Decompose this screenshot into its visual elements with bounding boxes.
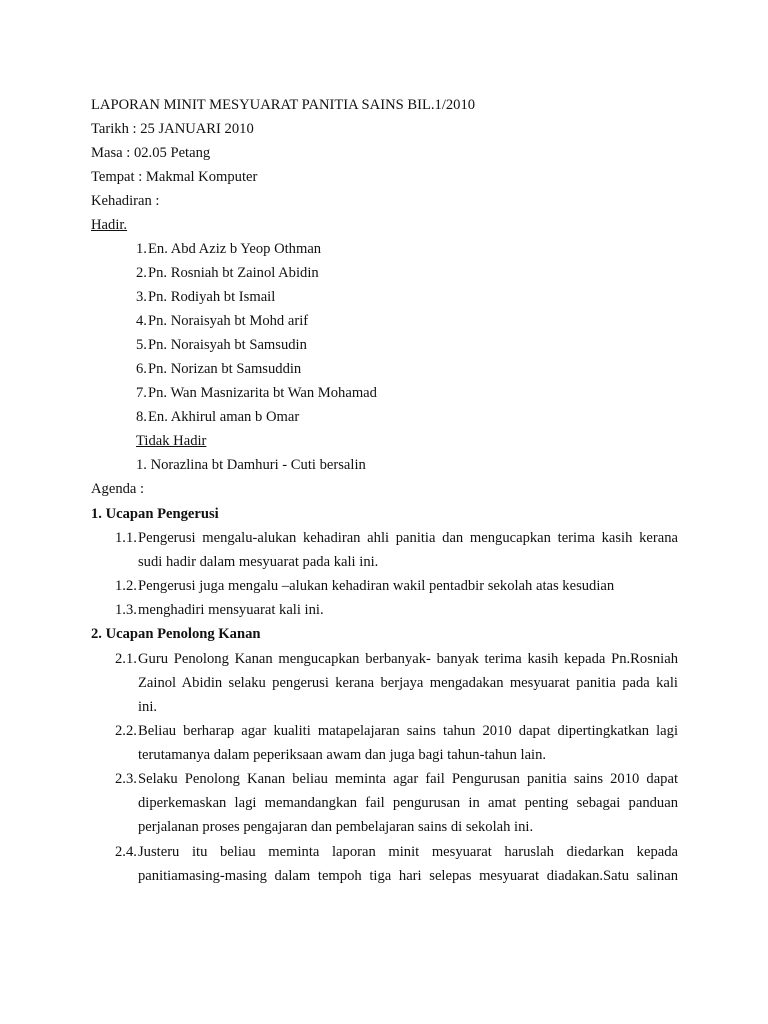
agenda-item-text: Zainol Abidin selaku pengerusi kerana berjaya mengadakan mesyuarat panitia pada kali	[138, 675, 678, 691]
present-item-name: Pn. Norizan bt Samsuddin	[148, 361, 302, 377]
absent-heading: Tidak Hadir	[136, 433, 207, 449]
attendance-label: Kehadiran :	[91, 193, 160, 209]
agenda-item-text: terutamanya dalam peperiksaan awam dan juga bagi tahun-tahun lain.	[138, 747, 547, 763]
agenda-item-text: diperkemaskan lagi memandangkan fail pengurusan in amat penting sebagai panduan	[138, 795, 678, 811]
agenda-item-text: perjalanan proses pengajaran dan pembelajaran sains di sekolah ini.	[138, 819, 534, 835]
section-heading: 1. Ucapan Pengerusi	[91, 506, 219, 522]
present-item-name: Pn. Wan Masnizarita bt Wan Mohamad	[148, 385, 377, 401]
agenda-item-text: Pengerusi mengalu-alukan kehadiran ahli panitia dan mengucapkan terima kasih kerana	[138, 530, 678, 546]
present-item-number: 3.	[136, 289, 147, 305]
agenda-item-text: Guru Penolong Kanan mengucapkan berbanyak- banyak terima kasih kepada Pn.Rosniah	[138, 651, 678, 667]
absent-item: 1. Norazlina bt Damhuri - Cuti bersalin	[136, 457, 366, 473]
agenda-item-number: 2.3.	[115, 771, 137, 787]
meeting-place: Tempat : Makmal Komputer	[91, 169, 258, 185]
agenda-item-number: 1.3.	[115, 602, 137, 618]
agenda-item-text: menghadiri mensyuarat kali ini.	[138, 602, 324, 618]
agenda-item-number: 2.1.	[115, 651, 137, 667]
meeting-date: Tarikh : 25 JANUARI 2010	[91, 121, 254, 137]
agenda-item-text: Pengerusi juga mengalu –alukan kehadiran wakil pentadbir sekolah atas kesudian	[138, 578, 615, 594]
present-item-name: Pn. Noraisyah bt Samsudin	[148, 337, 307, 353]
agenda-item-text: Justeru itu beliau meminta laporan minit mesyuarat haruslah diedarkan kepada	[138, 844, 678, 860]
section-heading: 2. Ucapan Penolong Kanan	[91, 626, 261, 642]
meeting-time: Masa : 02.05 Petang	[91, 145, 211, 161]
agenda-item-number: 2.2.	[115, 723, 137, 739]
agenda-item-text: ini.	[138, 699, 158, 715]
document-title: LAPORAN MINIT MESYUARAT PANITIA SAINS BIL.1/2010	[91, 97, 476, 113]
present-item-number: 4.	[136, 313, 147, 329]
present-item-number: 5.	[136, 337, 147, 353]
agenda-item-text: panitiamasing-masing dalam tempoh tiga hari selepas mesyuarat diadakan.Satu salinan	[138, 868, 678, 884]
present-item-number: 8.	[136, 409, 147, 425]
agenda-item-text: Beliau berharap agar kualiti matapelajaran sains tahun 2010 dapat dipertingkatkan lagi	[138, 723, 678, 739]
agenda-label: Agenda :	[91, 481, 145, 497]
agenda-item-number: 2.4.	[115, 844, 137, 860]
present-heading: Hadir.	[91, 217, 128, 233]
present-item-number: 7.	[136, 385, 147, 401]
present-item-name: Pn. Rosniah bt Zainol Abidin	[148, 265, 319, 281]
present-item-name: En. Akhirul aman b Omar	[148, 409, 300, 425]
present-item-name: Pn. Rodiyah bt Ismail	[148, 289, 276, 305]
agenda-item-number: 1.2.	[115, 578, 137, 594]
present-item-name: En. Abd Aziz b Yeop Othman	[148, 241, 322, 257]
present-item-number: 6.	[136, 361, 147, 377]
agenda-item-number: 1.1.	[115, 530, 137, 546]
present-item-number: 2.	[136, 265, 147, 281]
agenda-item-text: sudi hadir dalam mesyuarat pada kali ini.	[138, 554, 379, 570]
present-item-number: 1.	[136, 241, 147, 257]
present-item-name: Pn. Noraisyah bt Mohd arif	[148, 313, 309, 329]
agenda-item-text: Selaku Penolong Kanan beliau meminta agar fail Pengurusan panitia sains 2010 dapat	[138, 771, 678, 787]
